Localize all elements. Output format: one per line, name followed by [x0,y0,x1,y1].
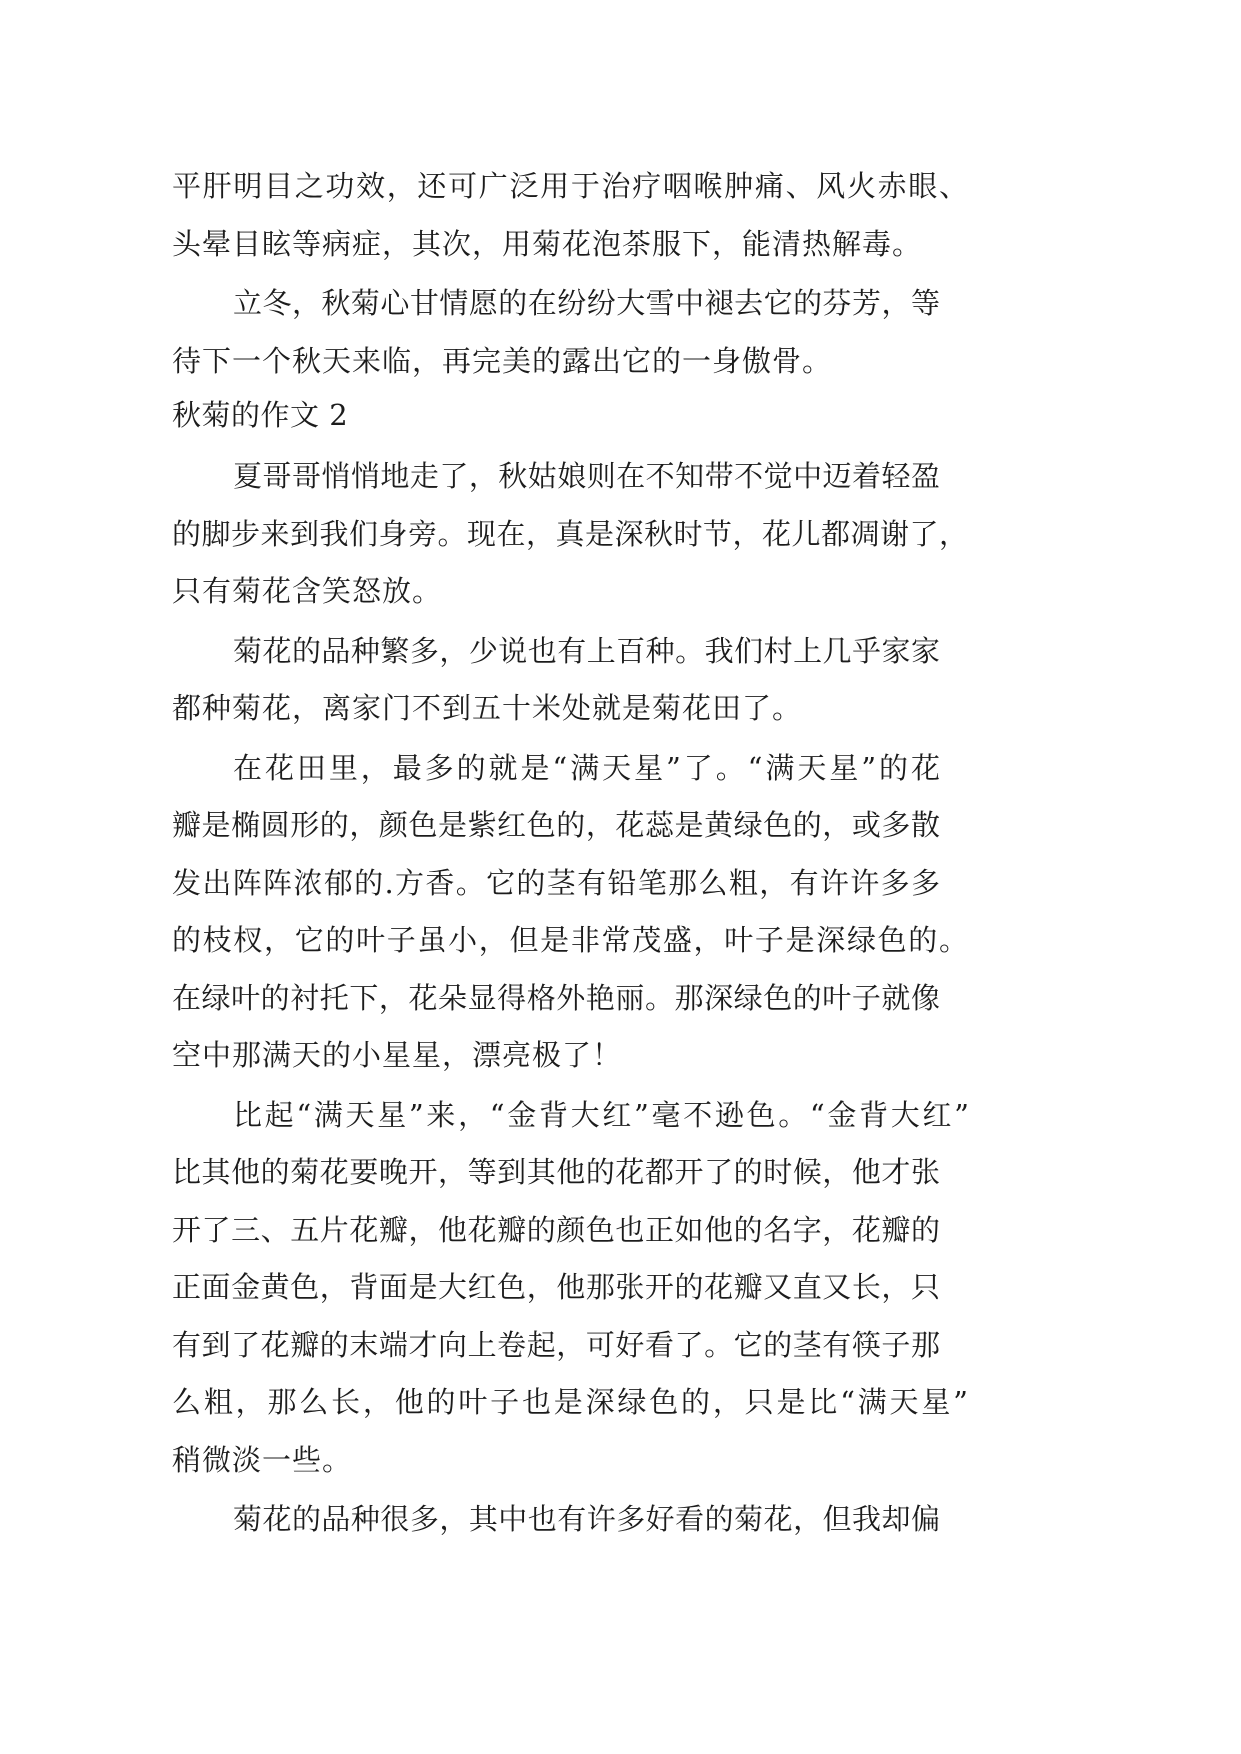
paragraph [172,1491,1002,1549]
paragraph [172,740,1002,1085]
text-line: 菊花的品种很多，其中也有许多好看的菊花，但我却偏 [233,1502,940,1536]
text-line: 在绿叶的衬托下，花朵显得格外艳丽。那深绿色的叶子就像 [172,980,940,1015]
text-line: 比起“满天星”来，“金背大红”毫不逊色。“金背大红” [233,1097,968,1132]
text-line: 么粗，那么长，他的叶子也是深绿色的，只是比“满天星” [172,1385,968,1419]
text-line: 只有菊花含笑怒放。 [172,574,443,608]
text-line: 发出阵阵浓郁的.方香。它的茎有铅笔那么粗，有许许多多 [172,865,940,900]
text-line: 比其他的菊花要晚开，等到其他的花都开了的时候，他才张 [172,1155,940,1189]
paragraph [172,275,1002,390]
text-line: 有到了花瓣的末端才向上卷起，可好看了。它的茎有筷子那 [172,1327,940,1362]
text-line: 立冬，秋菊心甘情愿的在纷纷大雪中褪去它的芬芳，等 [233,286,940,320]
text-line: 的脚步来到我们身旁。现在，真是深秋时节，花儿都凋谢了， [172,516,968,551]
document-body [172,158,1002,1549]
text-line: 空中那满天的小星星，漂亮极了！ [172,1038,623,1072]
text-line: 平肝明目之功效，还可广泛用于治疗咽喉肿痛、风火赤眼、 [172,169,968,203]
paragraph [172,158,1002,273]
text-line: 菊花的品种繁多，少说也有上百种。我们村上几乎家家 [233,633,940,668]
text-line: 在花田里，最多的就是“满天星”了。“满天星”的花 [233,750,940,785]
text-line: 瓣是椭圆形的，颜色是紫红色的，花蕊是黄绿色的，或多散 [172,808,940,842]
paragraph [172,1087,1002,1490]
paragraph [172,448,1002,621]
text-line: 头晕目眩等病症，其次，用菊花泡茶服下，能清热解毒。 [172,226,923,261]
section-heading: 秋菊的作文 2 [172,398,349,432]
text-line: 夏哥哥悄悄地走了，秋姑娘则在不知带不觉中迈着轻盈 [233,459,940,493]
text-line: 都种菊花，离家门不到五十米处就是菊花田了。 [172,691,803,725]
text-line: 稍微淡一些。 [172,1442,353,1477]
paragraph [172,623,1002,738]
text-line: 的枝杈，它的叶子虽小，但是非常茂盛，叶子是深绿色的。 [172,923,968,957]
text-line: 开了三、五片花瓣，他花瓣的颜色也正如他的名字，花瓣的 [172,1212,940,1247]
text-line: 待下一个秋天来临，再完美的露出它的一身傲骨。 [172,343,833,378]
text-line: 正面金黄色，背面是大红色，他那张开的花瓣又直又长，只 [172,1270,940,1304]
